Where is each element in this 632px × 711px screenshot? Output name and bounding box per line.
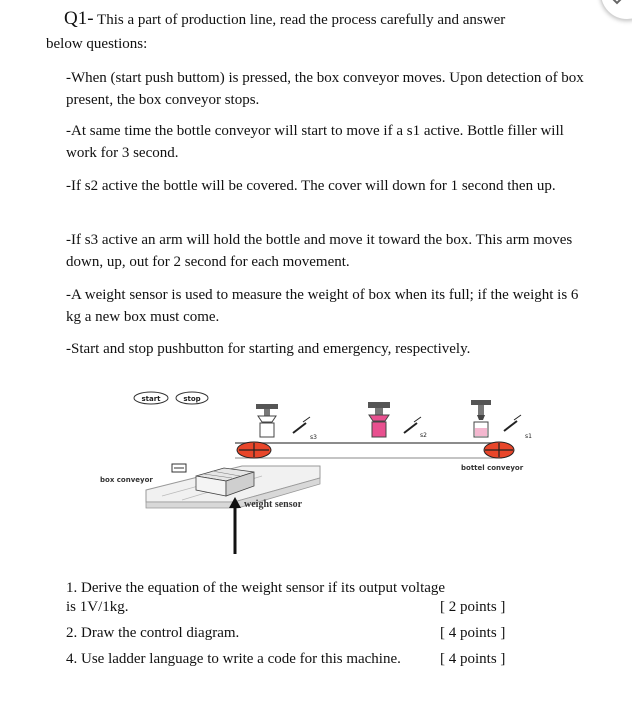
weight-sensor-label: weight sensor <box>244 499 303 510</box>
question-1-line1: 1. Derive the equation of the weight sensor if its output voltage <box>66 580 446 596</box>
production-line-diagram <box>92 382 552 562</box>
process-paragraph-1: -When (start push buttom) is pressed, the box conveyor moves. Upon detection of box present, the box conveyor stops. <box>66 70 584 108</box>
box-conveyor-label: box conveyor <box>100 476 153 484</box>
bottle-conveyor-label: bottel conveyor <box>461 464 524 472</box>
chevron-down-icon <box>609 0 625 5</box>
weight-sensor-arrow-icon <box>229 497 241 554</box>
s1-label: s1 <box>525 433 532 440</box>
filler-station-s1 <box>471 400 491 437</box>
capper-station-s2 <box>368 402 390 437</box>
box-feeder-icon <box>172 464 186 472</box>
start-button <box>134 392 168 404</box>
start-label: start <box>141 395 161 403</box>
arm-station-s3 <box>256 404 278 437</box>
sensor-s2-icon <box>404 417 421 433</box>
bottle-conveyor <box>235 442 514 458</box>
question-number: Q1- <box>64 8 94 29</box>
stop-button <box>176 392 208 404</box>
sensor-s3-icon <box>293 417 310 433</box>
process-paragraph-4: -If s3 active an arm will hold the bottle and move it toward the box. This arm moves down, up, out for 2 second for each movement. <box>66 232 573 270</box>
question-intro-line1: This a part of production line, read the process carefully and answer <box>97 12 506 28</box>
conveyor-roller-right-icon <box>484 442 514 458</box>
process-paragraph-3: -If s2 active the bottle will be covered. The cover will down for 1 second then up. <box>66 178 556 194</box>
question-3-text: 4. Use ladder language to write a code for this machine. <box>66 651 401 667</box>
process-paragraph-5: -A weight sensor is used to measure the weight of box when its full; if the weight is 6 kg a new box must come. <box>66 287 579 325</box>
question-2-points: [ 4 points ] <box>440 625 506 641</box>
stop-label: stop <box>183 395 201 403</box>
floating-action-button[interactable] <box>600 0 632 20</box>
question-1-points: [ 2 points ] <box>440 599 506 615</box>
process-paragraph-6: -Start and stop pushbutton for starting and emergency, respectively. <box>66 341 471 357</box>
conveyor-roller-left-icon <box>237 442 271 458</box>
question-intro-line2: below questions: <box>46 36 148 52</box>
question-heading <box>64 8 604 31</box>
process-paragraph-2: -At same time the bottle conveyor will start to move if a s1 active. Bottle filler will work for 3 second. <box>66 123 564 161</box>
sensor-s1-icon <box>504 415 521 431</box>
s2-label: s2 <box>420 432 427 439</box>
question-2-text: 2. Draw the control diagram. <box>66 625 240 641</box>
question-1-line2: is 1V/1kg. <box>66 599 129 615</box>
question-3-points: [ 4 points ] <box>440 651 506 667</box>
s3-label: s3 <box>310 434 317 441</box>
